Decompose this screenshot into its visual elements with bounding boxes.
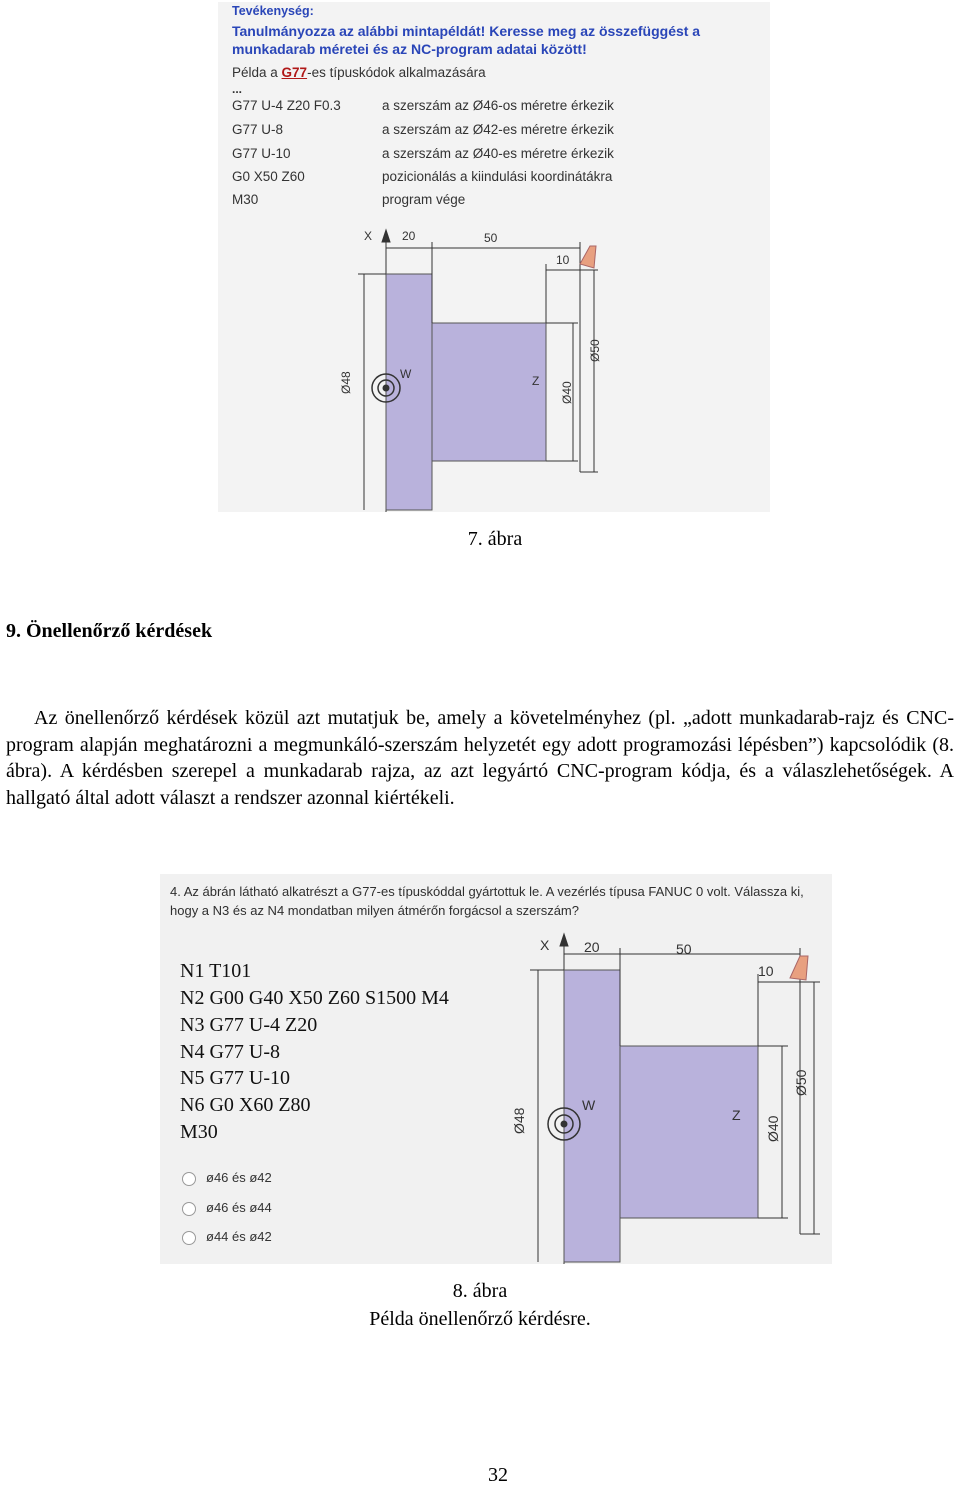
z-label: Z	[532, 374, 540, 388]
axis-x-label: X	[540, 937, 550, 953]
program-line: N5 G77 U-10	[180, 1067, 290, 1089]
dim-10-label: 10	[556, 253, 570, 267]
program-code: G77 U-8	[232, 122, 284, 137]
program-desc: a szerszám az Ø42-es méretre érkezik	[382, 122, 614, 137]
w-label: W	[582, 1097, 596, 1113]
program-code: G77 U-4 Z20 F0.3	[232, 98, 341, 113]
section-heading: 9. Önellenőrző kérdések	[6, 620, 213, 642]
dia-40-label: Ø40	[560, 381, 574, 404]
z-label: Z	[732, 1107, 741, 1123]
program-code: M30	[232, 192, 259, 207]
section-paragraph	[6, 705, 954, 811]
program-line: N3 G77 U-4 Z20	[180, 1014, 318, 1036]
part-drawing	[218, 2, 770, 512]
program-desc: pozicionálás a kiindulási koordinátákra	[382, 169, 613, 184]
figure-7-caption: 7. ábra	[467, 528, 523, 550]
program-line: N1 T101	[180, 960, 252, 982]
activity-instruction: Tanulmányozza az alábbi mintapéldát! Keresse meg az összefüggést a munkadarab méretei és az NC-program adatai között!	[232, 23, 701, 57]
example-suffix: -es típuskódok alkalmazására	[307, 65, 486, 80]
figure-7	[218, 2, 770, 512]
figure-8	[160, 874, 832, 1264]
program-desc: a szerszám az Ø46-os méretre érkezik	[382, 98, 614, 113]
dia-48-label: Ø48	[339, 371, 353, 394]
example-code: G77	[281, 65, 308, 80]
part-drawing	[160, 874, 832, 1264]
dia-40-label: Ø40	[765, 1115, 781, 1142]
option-label: ø46 és ø42	[206, 1170, 272, 1185]
program-line: M30	[180, 1121, 218, 1143]
program-line: N6 G0 X60 Z80	[180, 1094, 311, 1116]
ellipsis: ...	[232, 82, 243, 96]
program-code: G77 U-10	[232, 146, 291, 161]
option-label: ø46 és ø44	[206, 1200, 272, 1215]
dia-50-label: Ø50	[793, 1069, 809, 1096]
dia-50-label: Ø50	[588, 339, 602, 362]
program-line: N2 G00 G40 X50 Z60 S1500 M4	[180, 987, 449, 1009]
dim-50-label: 50	[676, 941, 692, 957]
dia-48-label: Ø48	[511, 1107, 527, 1134]
w-label: W	[400, 367, 412, 381]
example-prefix: Példa a	[232, 65, 282, 80]
dim-20-label: 20	[584, 939, 600, 955]
activity-title: Tevékenység:	[232, 4, 314, 18]
axis-x-label: X	[364, 229, 373, 243]
paragraph-text: Az önellenőrző kérdések közül azt mutatjuk be, amely a követelményhez (pl. „adott munkadarab-rajz és CNC-program alapján meghatározni a megmunkáló-szerszám helyzetét egy adott programozási lépésben”) kapcsolódik (8. ábra). A kérdésben szerepel a munkadarab rajza, az azt legyártó CNC-program kódja, és a válaszlehetőségek. A hallgató által adott választ a rendszer azonnal kiértékeli.	[6, 707, 954, 809]
program-desc: program vége	[382, 192, 466, 207]
page-number: 32	[488, 1464, 508, 1486]
option-label: ø44 és ø42	[206, 1229, 272, 1244]
question-text: 4. Az ábrán látható alkatrészt a G77-es típuskóddal gyártottuk le. A vezérlés típusa FANUC 0 volt. Válassza ki, hogy a N3 és az N4 mondatban milyen átmérőn forgácsol a szerszám?	[170, 884, 804, 918]
program-code: G0 X50 Z60	[232, 169, 305, 184]
figure-8-caption-number: 8. ábra	[452, 1280, 508, 1302]
dim-50-label: 50	[484, 231, 498, 245]
dim-20-label: 20	[402, 229, 416, 243]
figure-8-caption-title: Példa önellenőrző kérdésre.	[369, 1308, 591, 1330]
program-desc: a szerszám az Ø40-es méretre érkezik	[382, 146, 614, 161]
dim-10-label: 10	[758, 963, 774, 979]
program-line: N4 G77 U-8	[180, 1041, 280, 1063]
